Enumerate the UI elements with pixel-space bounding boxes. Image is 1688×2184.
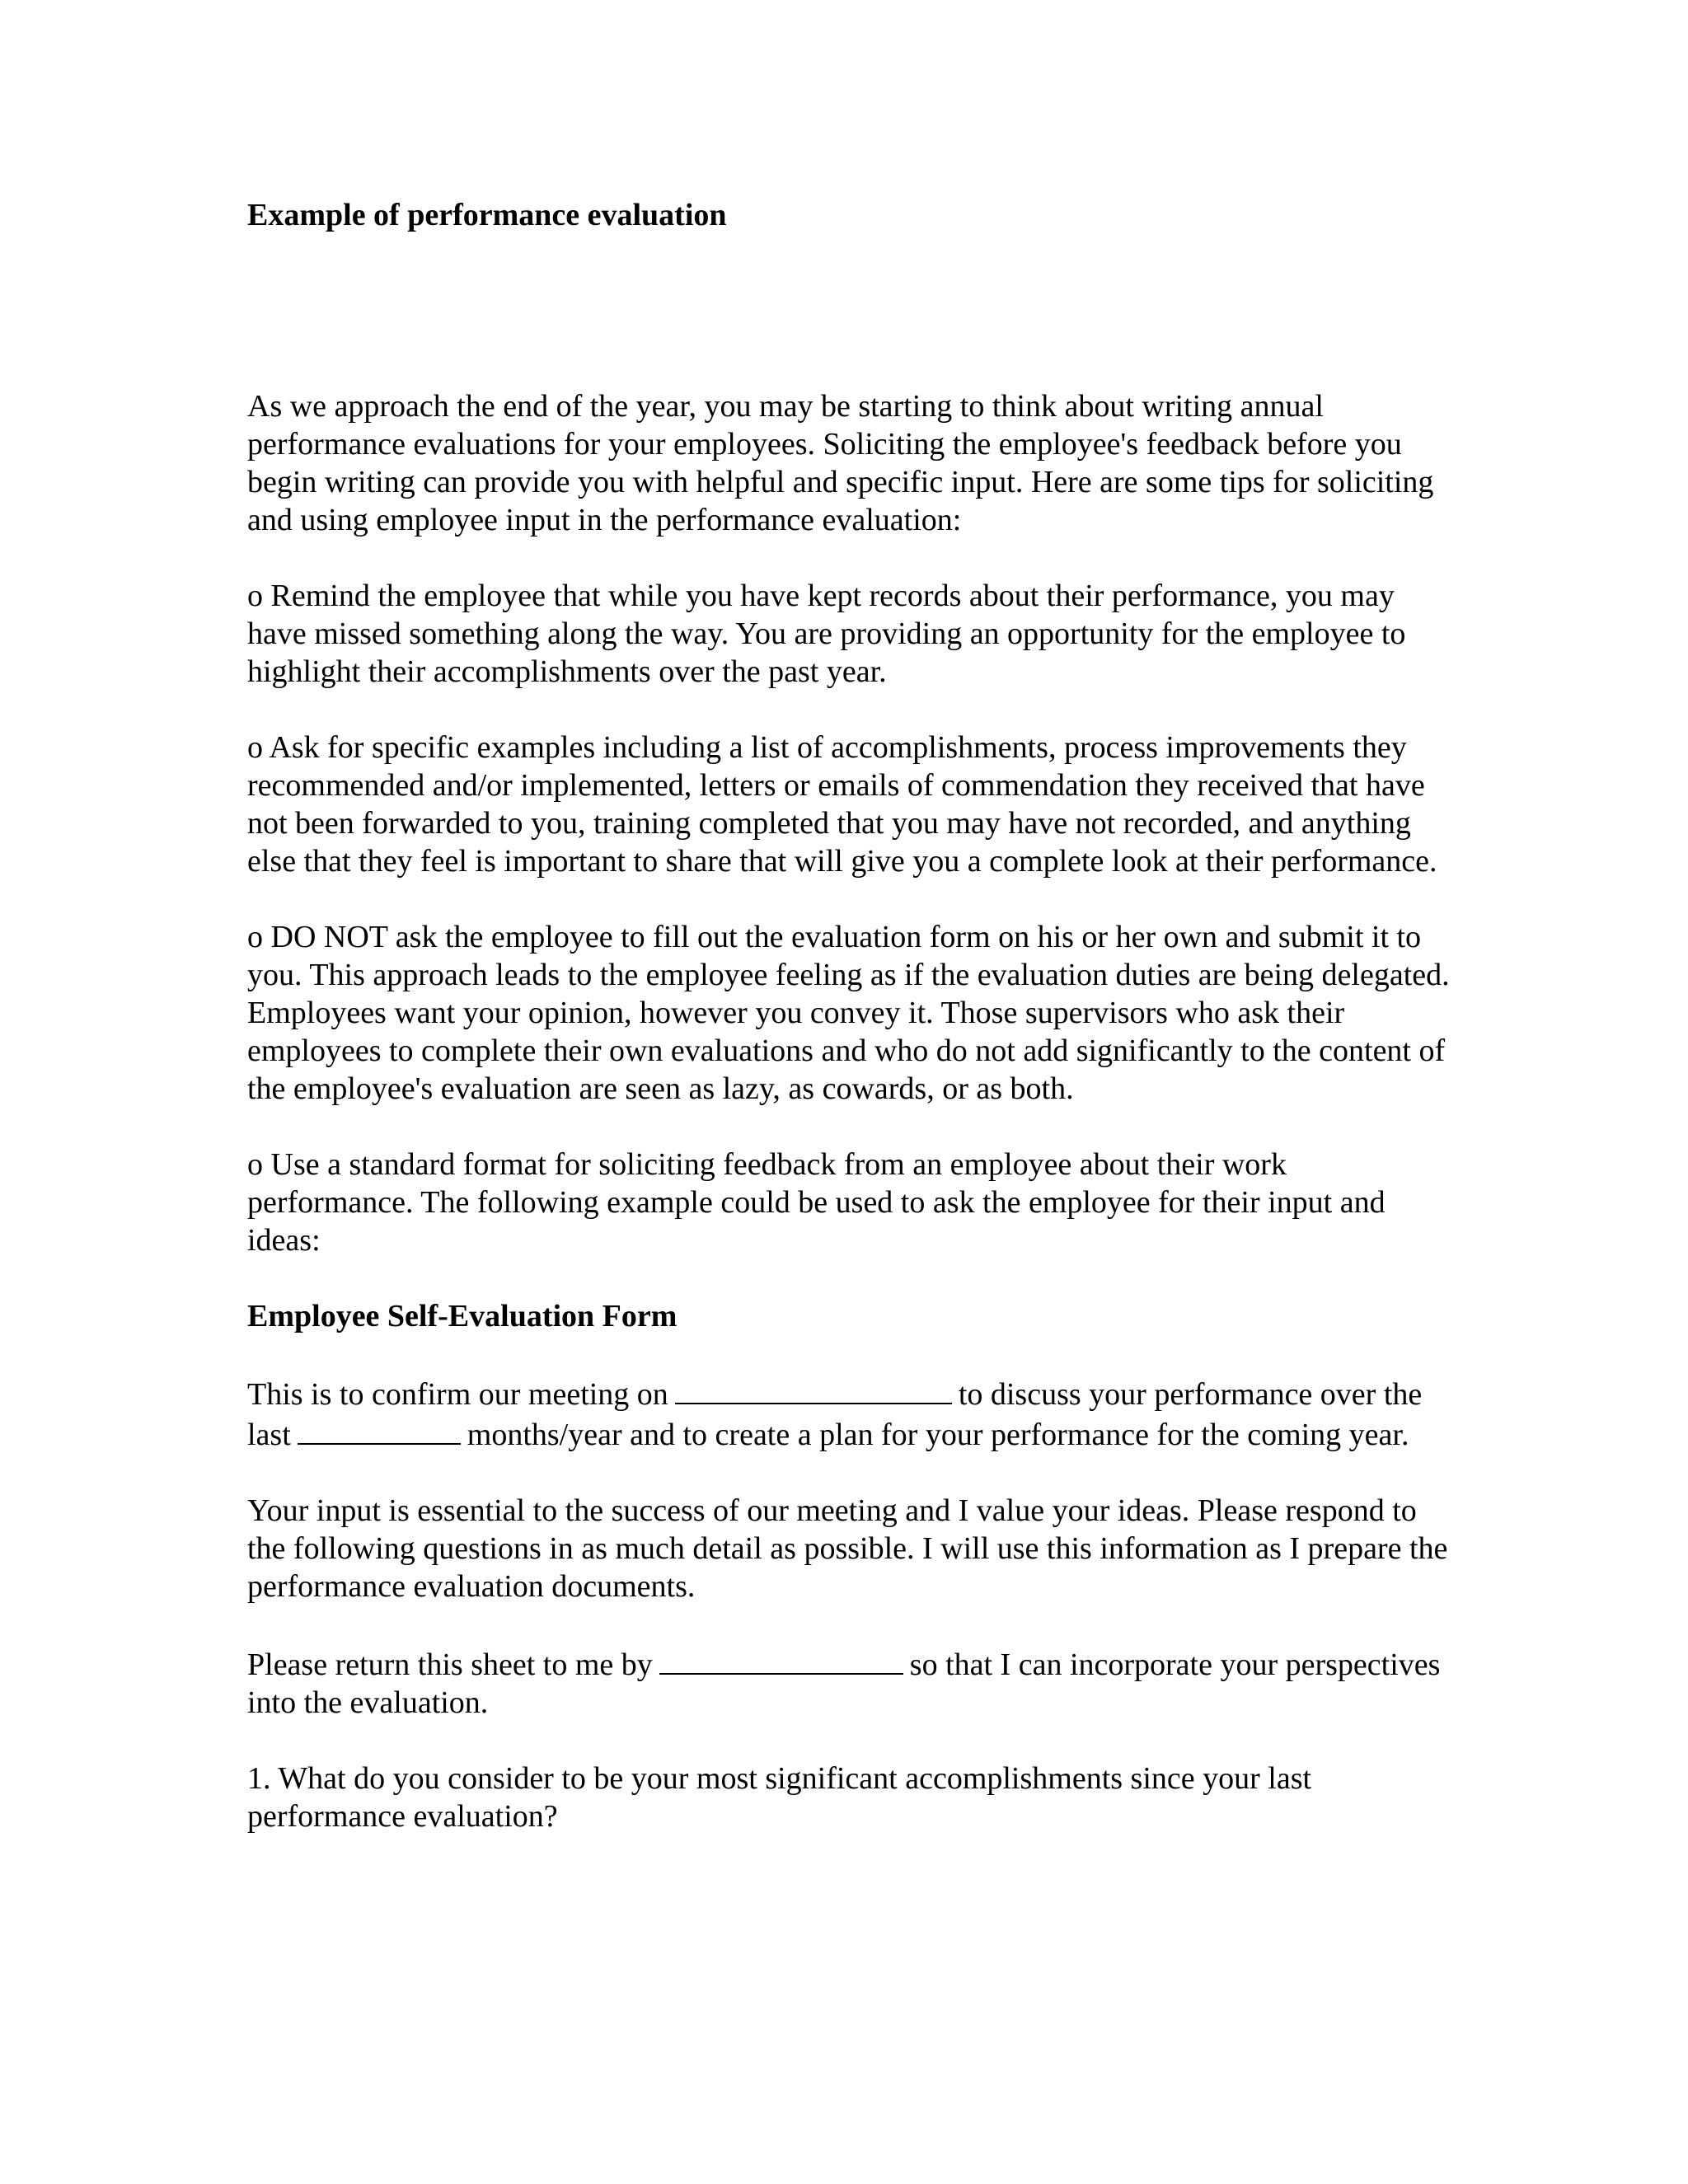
document-title: Example of performance evaluation — [247, 198, 727, 232]
form-heading: Employee Self-Evaluation Form — [247, 1299, 678, 1333]
confirm-text-part1: This is to confirm our meeting on — [247, 1377, 668, 1412]
input-paragraph: Your input is essential to the success of our meeting and I value your ideas. Please respond to the following questions in as much detail as possible. I will use this information as I prepare the performance evaluation documents. — [247, 1493, 1448, 1604]
meeting-date-blank — [675, 1373, 952, 1404]
confirm-text-part2: to discuss your performance over the last — [247, 1377, 1423, 1452]
confirm-text-part3: months/year and to create a plan for your performance for the coming year. — [467, 1418, 1409, 1452]
intro-paragraph: As we approach the end of the year, you may be starting to think about writing annual performance evaluations for your employees. Soliciting the employee's feedback before you begin writing can provide you with helpful and specific input. Here are some tips for soliciting and using employee input in the performance evaluation: — [247, 389, 1434, 537]
return-date-blank — [659, 1643, 903, 1675]
months-blank — [298, 1413, 461, 1445]
return-sheet-paragraph — [247, 1643, 1451, 1722]
return-text-part2: so that I can incorporate your perspectives into the evaluation. — [247, 1647, 1441, 1720]
question-1: 1. What do you consider to be your most significant accomplishments since your last performance evaluation? — [247, 1761, 1312, 1834]
tip-standard-format: o Use a standard format for soliciting feedback from an employee about their work performance. The following example could be used to ask the employee for their input and ideas: — [247, 1147, 1386, 1258]
tip-specific-examples: o Ask for specific examples including a list of accomplishments, process improvements they recommended and/or implemented, letters or emails of commendation they received that have not been forwarded to you, training completed that you may have not recorded, and anything else that they feel is important to share that will give you a complete look at their performance. — [247, 730, 1437, 879]
document-content — [247, 196, 1451, 1873]
tip-do-not-ask: o DO NOT ask the employee to fill out the evaluation form on his or her own and submit it to you. This approach leads to the employee feeling as if the evaluation duties are being delegated. Employees want your opinion, however you convey it. Those supervisors who ask their employees to complete their own evaluations and who do not add significantly to the content of the employee's evaluation are seen as lazy, as cowards, or as both. — [247, 920, 1450, 1106]
tip-remind-employee: o Remind the employee that while you have kept records about their performance, you may have missed something along the way. You are providing an opportunity for the employee to highlight their accomplishments over the past year. — [247, 579, 1406, 689]
return-text-part1: Please return this sheet to me by — [247, 1647, 653, 1682]
confirm-meeting-paragraph — [247, 1373, 1451, 1454]
